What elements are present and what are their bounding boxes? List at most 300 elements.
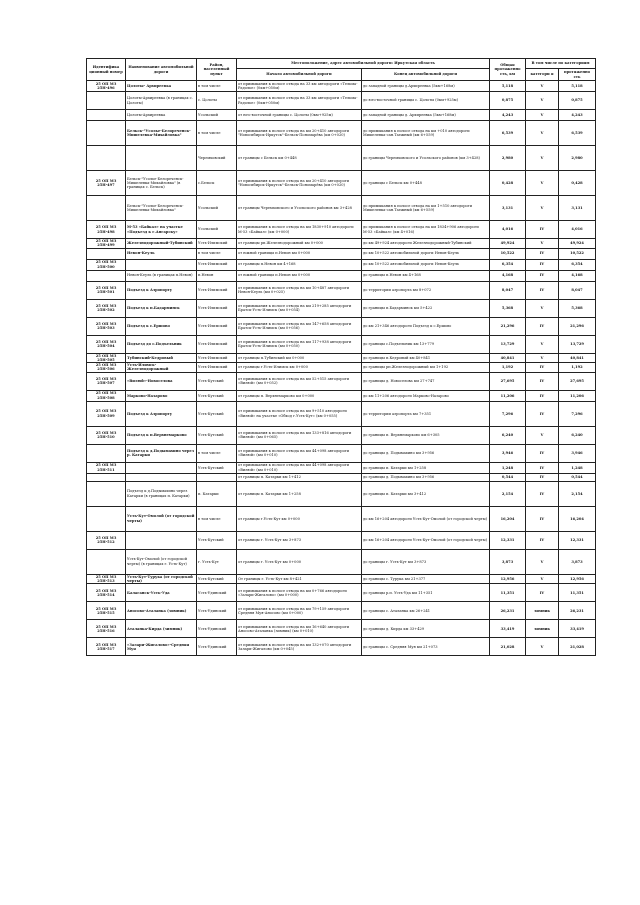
cell-name: Подъезд к п.Верхнемарково: [126, 426, 197, 444]
cell-length-category: 1,192: [559, 363, 596, 373]
cell-id: [87, 270, 126, 281]
cell-category: IV: [526, 390, 559, 401]
cell-start: от примыкания к полосе отвода на км 20+410 автодороги "Новосибирск-Иркутск"-Бельск-Пономарёва (км 0+020): [237, 171, 362, 196]
cell-id: 25 ОП МЗ 25Н-501: [87, 281, 126, 299]
table-row: [87, 426, 596, 444]
cell-start: от примыкания к полосе отвода на км 16+640 автодороги Аносово-Аталанка (зимник) (км 0+010): [237, 620, 362, 638]
cell-length-category: 4,243: [559, 110, 596, 121]
cell-length: 26,231: [490, 602, 526, 620]
cell-name: [126, 259, 197, 270]
cell-end: до границы д. Подымахино км 3+956: [362, 444, 490, 462]
cell-category: V: [526, 353, 559, 363]
table-row: [87, 110, 596, 121]
cell-length-category: 2,154: [559, 481, 596, 506]
cell-length-category: 0,544: [559, 473, 596, 481]
cell-length: 12,331: [490, 531, 526, 549]
cell-district: Усть-Илимский: [197, 363, 237, 373]
cell-category: IV: [526, 481, 559, 506]
table-row: [87, 473, 596, 481]
cell-id: 25 ОП МЗ 25Н-503: [87, 317, 126, 335]
cell-end: до юго-восточной границы с. Цолоты (0км+925м): [362, 92, 490, 110]
cell-length: 1,192: [490, 363, 526, 373]
cell-length-category: 21,296: [559, 317, 596, 335]
cell-end: до границы п. Катарки км 1+258: [362, 462, 490, 473]
header-end: Конец автомобильной дороги: [362, 69, 490, 81]
table-row: [87, 363, 596, 373]
cell-length-category: 6,539: [559, 121, 596, 146]
cell-length: 11,351: [490, 584, 526, 602]
cell-start: от юго-восточной границы с. Цолоты (0км+925м): [237, 110, 362, 121]
cell-id: 25 ОП МЗ 25Н-505: [87, 353, 126, 363]
cell-name: [126, 473, 197, 481]
cell-start: от примыкания к полосе отвода на км 79+159 автодороги Средняя Муя-Аносово (км 0+000): [237, 602, 362, 620]
cell-end: до западной границы д. Архиреевка (5км+168м): [362, 110, 490, 121]
cell-name: Подъезд к д.Подымахино через Катарки (в границах п. Катарки): [126, 481, 197, 506]
header-district: Район, населенный пункт: [197, 59, 237, 81]
cell-length: 13,729: [490, 335, 526, 353]
header-location: Местоположение, адрес автомобильной дороги: Иркутская область: [237, 59, 490, 69]
cell-district: в том числе: [197, 444, 237, 462]
cell-category: IV: [526, 221, 559, 239]
cell-length-category: 7,296: [559, 401, 596, 426]
cell-end: до границы д. Новоселова км 27+747: [362, 372, 490, 390]
cell-name: Усть-Кут-Омолой (от городской черты): [126, 506, 197, 531]
table-row: [87, 444, 596, 462]
cell-length-category: 6,354: [559, 259, 596, 270]
cell-length: 0,875: [490, 92, 526, 110]
cell-length-category: 49,924: [559, 239, 596, 249]
cell-end: до примыкания к полосе отвода на км 1+510 автодороги Мишелевка-сан.Таежный (км 6+559): [362, 196, 490, 221]
cell-district: г. Усть-Кут: [197, 549, 237, 574]
cell-end: до границы г. Усть-Кут км 3+873: [362, 549, 490, 574]
cell-start: от примыкания к полосе отвода на км 147+658 автодороги Братск-Усть-Илимск (км 0+056): [237, 317, 362, 335]
header-length: Общая протяженно сть, км: [490, 59, 526, 81]
cell-start: от границы п.Тубинский км 0+000: [237, 353, 362, 363]
cell-length-category: 5,368: [559, 299, 596, 317]
cell-category: IV: [526, 584, 559, 602]
cell-id: [87, 481, 126, 506]
table-row: [87, 602, 596, 620]
cell-end: до территории аэропорта км 7+351: [362, 401, 490, 426]
cell-id: 25 ОП МЗ 25Н-508: [87, 390, 126, 401]
cell-category: IV: [526, 531, 559, 549]
cell-category: V: [526, 574, 559, 584]
cell-category: V: [526, 335, 559, 353]
header-len2: протяженно сть: [559, 69, 596, 81]
table-row: [87, 620, 596, 638]
cell-end: до границы Черемховского и Усольского районов (км 3+428): [362, 146, 490, 171]
table-row: [87, 638, 596, 656]
cell-name: Цолоты-Архиреевка (в границах с. Цолоты): [126, 92, 197, 110]
cell-district: Усть-Кутский: [197, 372, 237, 390]
cell-name: Подъезд к д.Подымахино через р. Катарки: [126, 444, 197, 462]
cell-start: от границы Черемховского и Усольского районов км 3+428: [237, 196, 362, 221]
cell-length-category: 12,956: [559, 574, 596, 584]
cell-length: 1,248: [490, 462, 526, 473]
cell-district: Усть-Кутский: [197, 390, 237, 401]
cell-id: 25 ОП МЗ 25Н-507: [87, 372, 126, 390]
cell-length-category: 33,419: [559, 620, 596, 638]
table-row: [87, 481, 596, 506]
cell-start: от границы г.Усть-Кут км 0+000: [237, 506, 362, 531]
cell-category: IV: [526, 506, 559, 531]
cell-id: [87, 248, 126, 259]
cell-district: Черемховский: [197, 146, 237, 171]
cell-name: Тубинский-Кедровый: [126, 353, 197, 363]
cell-start: от примыкания к полосе отвода на км 9+510 автодороги «Вилюй» на участке «Обход г.Усть-Кут» (км 0+055): [237, 401, 362, 426]
table-row: [87, 248, 596, 259]
cell-district: Усть-Илимский: [197, 317, 237, 335]
cell-start: от южной границы п.Невон км 0+000: [237, 270, 362, 281]
cell-length-category: 16,204: [559, 506, 596, 531]
cell-category: зимник: [526, 620, 559, 638]
cell-length: 3,946: [490, 444, 526, 462]
header-incl: В том числе по категориям: [526, 59, 596, 69]
cell-start: от примыкания к полосе отвода на км 0+766 автодороги «Залари-Жигалово» (км 0+000): [237, 584, 362, 602]
cell-district: Усть-Кутский: [197, 426, 237, 444]
table-row: [87, 270, 596, 281]
cell-district: с.Бельск: [197, 171, 237, 196]
cell-district: Усть-Илимский: [197, 353, 237, 363]
cell-end: до границы п.Невон км 4+168: [362, 270, 490, 281]
cell-district: Усольский: [197, 110, 237, 121]
cell-start: от границы г. Усть-Кут км 3+873: [237, 531, 362, 549]
cell-start: от примыкания к полосе отвода на км 132+070 автодороги Залари-Жигалово (км 0+045): [237, 638, 362, 656]
cell-end: до границы рп.Железнодорожный км 1+192: [362, 363, 490, 373]
cell-category: V: [526, 426, 559, 444]
cell-district: Усть-Удинский: [197, 602, 237, 620]
table-row: [87, 281, 596, 299]
cell-length-category: 3,946: [559, 444, 596, 462]
cell-end: до км 16+204 автодороги Усть-Кут-Омолой (от городской черты): [362, 506, 490, 531]
cell-id: 25 ОП МЗ 25Н-497: [87, 171, 126, 196]
cell-district: Усть-Удинский: [197, 620, 237, 638]
cell-id: 25 ОП МЗ 25Н-517: [87, 638, 126, 656]
cell-length-category: 21,028: [559, 638, 596, 656]
cell-length-category: 12,331: [559, 531, 596, 549]
table-row: [87, 390, 596, 401]
cell-length-category: 5,118: [559, 81, 596, 92]
cell-category: V: [526, 549, 559, 574]
cell-name: Подъезд к с.Ершово: [126, 317, 197, 335]
cell-category: IV: [526, 444, 559, 462]
cell-length: 40,841: [490, 353, 526, 363]
cell-category: V: [526, 196, 559, 221]
cell-end: до границы п.Бадарминск км 5+422: [362, 299, 490, 317]
cell-start: от южной границы п.Невон км 0+000: [237, 248, 362, 259]
cell-name: «Вилюй»-Новоселова: [126, 372, 197, 390]
cell-district: п. Катарки: [197, 481, 237, 506]
cell-district: Усть-Удинский: [197, 584, 237, 602]
cell-category: IV: [526, 401, 559, 426]
cell-end: до примыкания к полосе отвода на км +010 автодороги Мишелевка-сан.Таежный (км 6+559): [362, 121, 490, 146]
cell-district: [197, 473, 237, 481]
cell-id: 25 ОП МЗ 25Н-499: [87, 239, 126, 249]
cell-end: до западной границы д.Архиреевка (5км+168м): [362, 81, 490, 92]
cell-district: Усть-Илимский: [197, 335, 237, 353]
cell-district: Усольский: [197, 221, 237, 239]
table-row: [87, 549, 596, 574]
cell-length: 6,354: [490, 259, 526, 270]
cell-end: до границы с. Средняя Муя км 21+073: [362, 638, 490, 656]
cell-category: IV: [526, 317, 559, 335]
cell-length-category: 27,695: [559, 372, 596, 390]
cell-start: от границы п. Верхнемарково км 0+000: [237, 390, 362, 401]
cell-category: V: [526, 239, 559, 249]
header-start: Начало автомобильной дороги: [237, 69, 362, 81]
cell-end: до границы с. Аталанка км 26+241: [362, 602, 490, 620]
cell-length: 7,296: [490, 401, 526, 426]
cell-district: Усольский: [197, 196, 237, 221]
table-row: [87, 81, 596, 92]
header-category: категори я: [526, 69, 559, 81]
cell-length-category: 1,248: [559, 462, 596, 473]
cell-name: Подъезд к Аэропорту: [126, 281, 197, 299]
table-row: [87, 171, 596, 196]
cell-district: Усть-Кутский: [197, 574, 237, 584]
cell-name: Подъезд до с.Подъельник: [126, 335, 197, 353]
cell-end: до границы п. Верхнемарково км 6+305: [362, 426, 490, 444]
cell-length-category: 0,428: [559, 171, 596, 196]
cell-length: 6,539: [490, 121, 526, 146]
cell-category: V: [526, 110, 559, 121]
cell-end: до границы с. Турука км 21+377: [362, 574, 490, 584]
cell-category: IV: [526, 462, 559, 473]
cell-length-category: 40,841: [559, 353, 596, 363]
cell-start: от примыкания к полосе отвода на км 10+487 автодороги Невон-Кеуль (км 0+025): [237, 281, 362, 299]
cell-category: IV: [526, 372, 559, 390]
cell-district: в том числе: [197, 81, 237, 92]
cell-name: М-53 «Байкал» на участке «Подъезд к г.Ангарску»: [126, 221, 197, 239]
cell-name: Цолоты-Архиреевка: [126, 110, 197, 121]
cell-id: 25 ОП МЗ 25Н-498: [87, 221, 126, 239]
cell-id: 25 ОП МЗ 25Н-514: [87, 584, 126, 602]
cell-district: в том числе: [197, 121, 237, 146]
cell-start: от границы п.Невон км 4+168: [237, 259, 362, 270]
cell-length-category: 4,016: [559, 221, 596, 239]
cell-category: V: [526, 92, 559, 110]
cell-id: 25 ОП МЗ 25Н-516: [87, 620, 126, 638]
cell-district: Усть-Илимский: [197, 281, 237, 299]
table-row: [87, 239, 596, 249]
cell-name: Усть-Кут-Омолой (от городской черты) (в границах г. Усть-Кут): [126, 549, 197, 574]
cell-length: 0,428: [490, 171, 526, 196]
cell-id: 25 ОП МЗ 25Н-512: [87, 531, 126, 549]
cell-length-category: 11,351: [559, 584, 596, 602]
table-row: [87, 506, 596, 531]
cell-end: до км 10+522 автомобильной дороги Невон-Кеуль: [362, 248, 490, 259]
cell-start: от примыкания к полосе отвода на км 44+098 автодороги «Вилюй» (км 0+010): [237, 462, 362, 473]
cell-category: IV: [526, 270, 559, 281]
cell-end: до примыкания к полосе отвода на км 1834+906 автодороги М-53 «Байкал» (км 4+016): [362, 221, 490, 239]
cell-name: Подъезд к п.Бадарминск: [126, 299, 197, 317]
roads-table: [86, 58, 596, 656]
cell-category: V: [526, 638, 559, 656]
table-row: [87, 574, 596, 584]
cell-length-category: 2,980: [559, 146, 596, 171]
cell-district: Усть-Удинский: [197, 638, 237, 656]
cell-end: до границы п. Катарки км 3+412: [362, 481, 490, 506]
document-table-container: [86, 58, 595, 656]
cell-category: IV: [526, 248, 559, 259]
cell-name: Невон-Кеуль (в границах п.Невон): [126, 270, 197, 281]
cell-id: [87, 444, 126, 462]
header-id: Идентифика ционный номер: [87, 59, 126, 81]
table-row: [87, 353, 596, 363]
cell-length: 6,240: [490, 426, 526, 444]
cell-id: 25 ОП МЗ 25Н-510: [87, 426, 126, 444]
cell-district: Усть-Кутский: [197, 462, 237, 473]
cell-id: [87, 92, 126, 110]
cell-name: [126, 531, 197, 549]
cell-length: 8,047: [490, 281, 526, 299]
cell-length: 4,016: [490, 221, 526, 239]
table-row: [87, 259, 596, 270]
table-row: [87, 196, 596, 221]
cell-name: Железнодорожный-Тубинский: [126, 239, 197, 249]
table-row: [87, 299, 596, 317]
cell-district: Усть-Илимский: [197, 259, 237, 270]
cell-start: от примыкания к полосе отвода на км 1830+910 автодороги М-53 «Байкал» (км 0+000): [237, 221, 362, 239]
cell-length: 12,956: [490, 574, 526, 584]
cell-start: От границы г. Усть-Кут км 8+421: [237, 574, 362, 584]
cell-id: [87, 473, 126, 481]
cell-length-category: 6,240: [559, 426, 596, 444]
cell-length: 33,419: [490, 620, 526, 638]
cell-category: IV: [526, 259, 559, 270]
cell-district: Усть-Илимский: [197, 299, 237, 317]
cell-id: 25 ОП МЗ 25Н-496: [87, 81, 126, 92]
cell-district: с. Цолоты: [197, 92, 237, 110]
cell-name: Подъезд к Аэропорту: [126, 401, 197, 426]
cell-end: до границы д. Подымахино км 3+956: [362, 473, 490, 481]
cell-length: 3,131: [490, 196, 526, 221]
cell-length-category: 26,231: [559, 602, 596, 620]
table-row: [87, 92, 596, 110]
cell-name: [126, 146, 197, 171]
cell-district: Усть-Илимский: [197, 239, 237, 249]
cell-length: 2,980: [490, 146, 526, 171]
cell-name: Усть-Илимск-Железнодорожный: [126, 363, 197, 373]
cell-district: Усть-Кутский: [197, 401, 237, 426]
cell-length: 4,168: [490, 270, 526, 281]
cell-length-category: 4,168: [559, 270, 596, 281]
cell-id: [87, 196, 126, 221]
cell-category: V: [526, 171, 559, 196]
cell-end: до границы д. Кирда км 33+429: [362, 620, 490, 638]
cell-end: до территории аэропорта км 8+072: [362, 281, 490, 299]
cell-name: Аносово-Аталанка (зимник): [126, 602, 197, 620]
table-row: [87, 462, 596, 473]
cell-end: до границы с Бельск км 0+448: [362, 171, 490, 196]
cell-id: [87, 146, 126, 171]
cell-length: 5,368: [490, 299, 526, 317]
cell-length-category: 10,522: [559, 248, 596, 259]
cell-category: V: [526, 146, 559, 171]
cell-name: Аталанка-Кирда (зимник): [126, 620, 197, 638]
cell-length-category: 8,047: [559, 281, 596, 299]
cell-length: 5,118: [490, 81, 526, 92]
cell-start: от примыкания к полосе отвода на км 52+515 автодороги «Вилюй» (км 0+052): [237, 372, 362, 390]
cell-name: «Залари-Жигалово»-Средняя Муя: [126, 638, 197, 656]
cell-id: 25 ОП МЗ 25Н-506: [87, 363, 126, 373]
cell-start: от примыкания к полосе отвода на км 133+816 автодороги «Вилюй» (км 0+065): [237, 426, 362, 444]
cell-category: V: [526, 121, 559, 146]
cell-name: Усть-Кут-Турука (от городской черты): [126, 574, 197, 584]
cell-length-category: 11,206: [559, 390, 596, 401]
cell-end: до км 11+206 автодороги Марково-Назарово: [362, 390, 490, 401]
cell-start: от границы г. Усть-Кут км 0+000: [237, 549, 362, 574]
cell-id: [87, 506, 126, 531]
cell-category: зимник: [526, 602, 559, 620]
cell-length: 21,296: [490, 317, 526, 335]
cell-id: 25 ОП МЗ 25Н-515: [87, 602, 126, 620]
cell-start: от примыкания к полосе отвода на 33 км автодороги «Тельма-Радолье» (0км+050м): [237, 92, 362, 110]
cell-length: 10,522: [490, 248, 526, 259]
cell-id: 25 ОП МЗ 25Н-513: [87, 574, 126, 584]
table-row: [87, 335, 596, 353]
cell-length: 21,028: [490, 638, 526, 656]
cell-end: до границы р.п. Усть-Уда км 11+351: [362, 584, 490, 602]
cell-length: 2,154: [490, 481, 526, 506]
cell-end: до км 21+346 автодороги Подъезд к с.Ершово: [362, 317, 490, 335]
cell-start: от границы п. Катарки км 1+258: [237, 481, 362, 506]
cell-name: [126, 462, 197, 473]
cell-end: до км 49+924 автодороги Железнодорожный-Тубинский: [362, 239, 490, 249]
table-row: [87, 221, 596, 239]
cell-id: [87, 110, 126, 121]
cell-length: 11,206: [490, 390, 526, 401]
cell-category: V: [526, 299, 559, 317]
table-row: [87, 121, 596, 146]
cell-name: Невон-Кеуль: [126, 248, 197, 259]
cell-id: [87, 549, 126, 574]
cell-start: от примыкания к полосе отвода на км 20+410 автодороги "Новосибирск-Иркутск"-Бельск-Пономарёва (км 0+020): [237, 121, 362, 146]
cell-length: 16,204: [490, 506, 526, 531]
cell-name: Цолоты- Архиреевка: [126, 81, 197, 92]
cell-name: Бельск-"Усолье-Белореченск-Мишелевка-Михайловка" (в границах с. Бельск): [126, 171, 197, 196]
cell-id: 25 ОП МЗ 25Н-509: [87, 401, 126, 426]
cell-name: Бельск-"Усолье-Белореченск-Мишелевка-Михайловка": [126, 196, 197, 221]
cell-start: от примыкания к полосе отвода на 33 км автодороги «Тельма-Радолье» (0км+050м): [237, 81, 362, 92]
table-row: [87, 531, 596, 549]
cell-length-category: 13,729: [559, 335, 596, 353]
cell-id: [87, 121, 126, 146]
cell-end: до границы п.Кедровый км 40+841: [362, 353, 490, 363]
cell-start: от примыкания к полосе отвода на км 44+098 автодороги «Вилюй» (км 0+010): [237, 444, 362, 462]
cell-start: от примыкания к полосе отвода на км 219+285 автодороги Братск-Усть-Илимск (км 0+054): [237, 299, 362, 317]
cell-start: от границы п. Катарки км 1+412: [237, 473, 362, 481]
cell-start: от границы г.Усть-Илимск км 0+000: [237, 363, 362, 373]
cell-length: 3,873: [490, 549, 526, 574]
cell-end: до км 16+204 автодороги Усть-Кут-Омолой (от городской черты): [362, 531, 490, 549]
cell-id: 25 ОП МЗ 25Н-500: [87, 259, 126, 270]
table-row: [87, 317, 596, 335]
header-name: Наименование автомобильной дороги: [126, 59, 197, 81]
cell-end: до км 10+522 автомобильной дороги Невон-Кеуль: [362, 259, 490, 270]
cell-start: от границы рп.Железнодорожный км 0+000: [237, 239, 362, 249]
cell-id: 25 ОП МЗ 25Н-504: [87, 335, 126, 353]
cell-start: от примыкания к полосе отвода на км 117+938 автодороги Братск-Усть-Илимск (км 0+050): [237, 335, 362, 353]
cell-length-category: 3,131: [559, 196, 596, 221]
table-row: [87, 584, 596, 602]
table-row: [87, 401, 596, 426]
cell-district: п.Невон: [197, 270, 237, 281]
table-row: [87, 146, 596, 171]
cell-category: IV: [526, 473, 559, 481]
cell-name: Бельск-"Усолье-Белореченск-Мишелевка-Михайловка": [126, 121, 197, 146]
cell-length: 0,544: [490, 473, 526, 481]
